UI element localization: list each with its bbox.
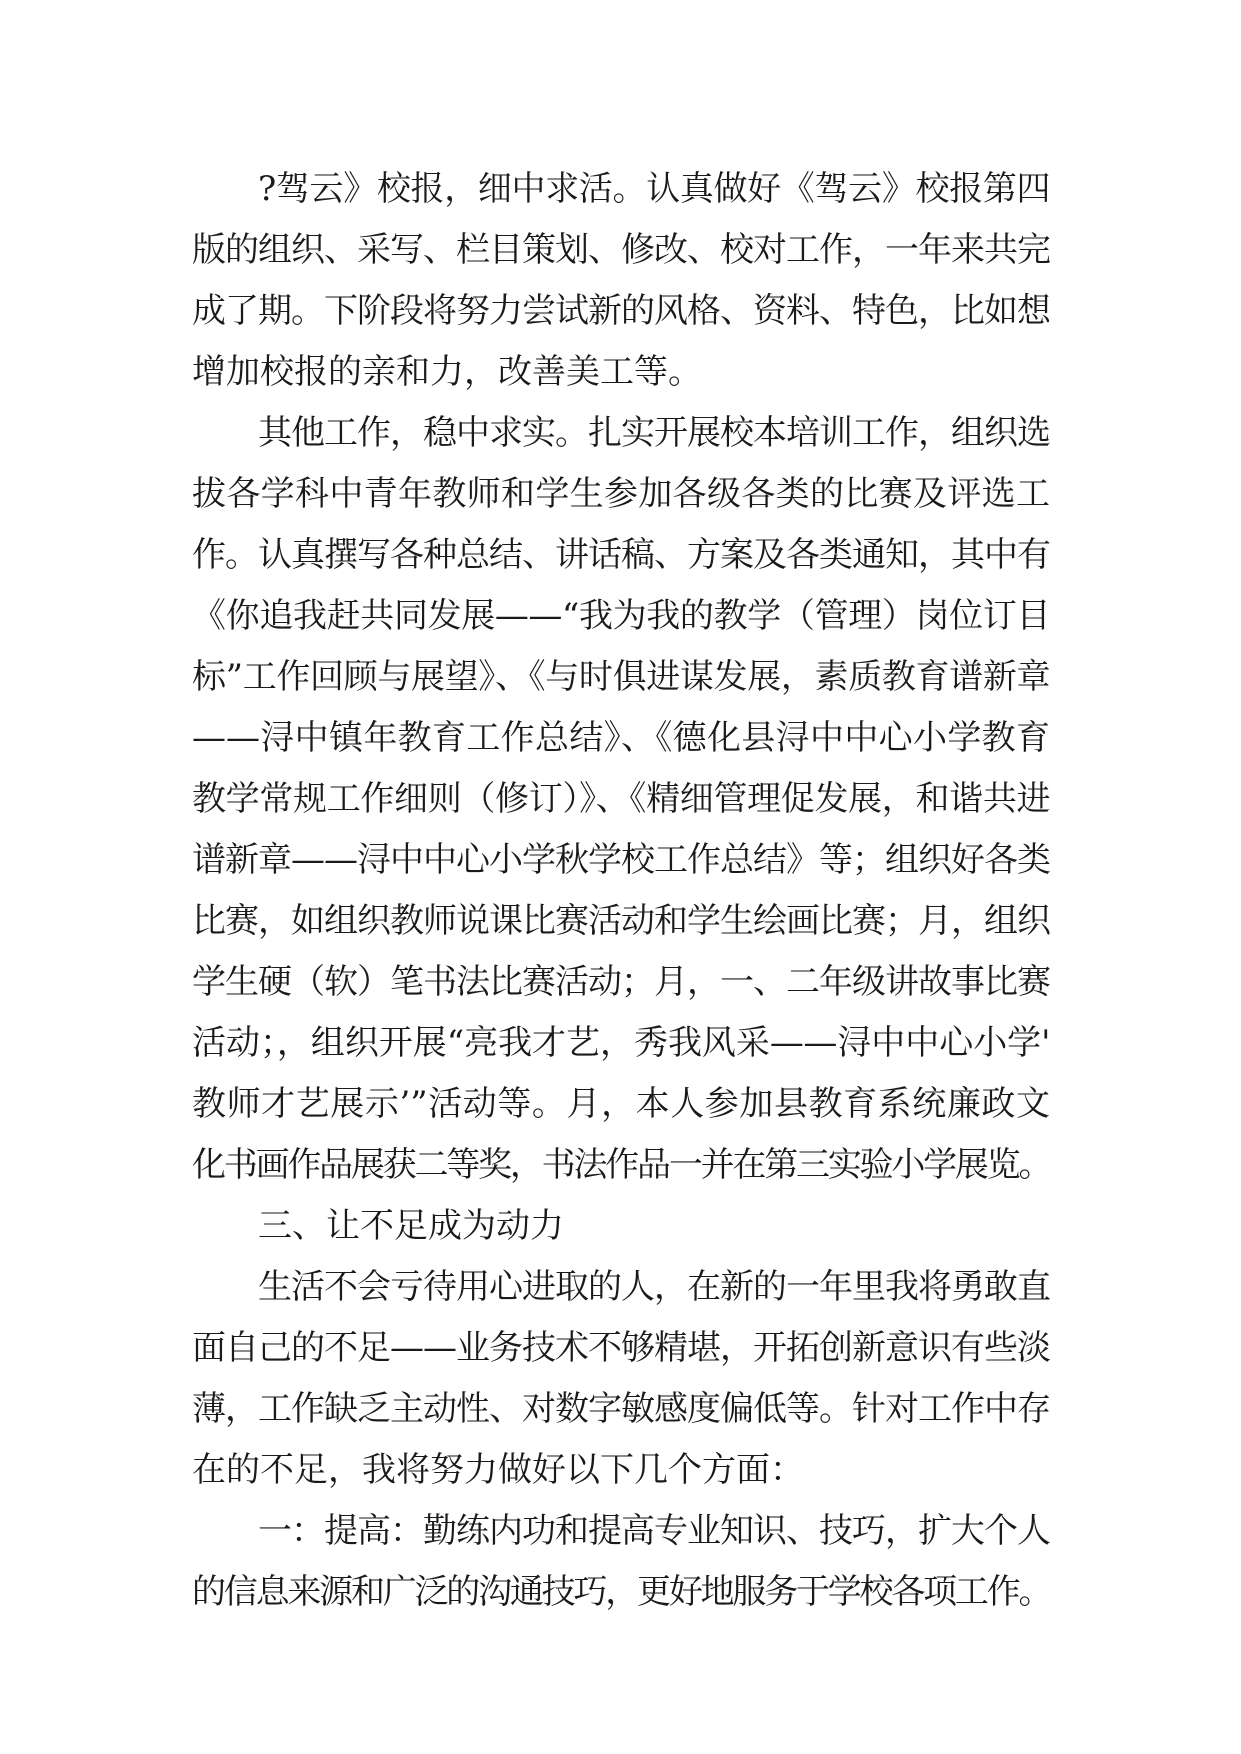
text-line: 面自己的不足——业务技术不够精堪，开拓创新意识有些淡 — [192, 1328, 1050, 1368]
text-line: 在的不足，我将努力做好以下几个方面： — [192, 1450, 804, 1490]
text-line: 作。认真撰写各种总结、讲话稿、方案及各类通知，其中有 — [192, 535, 1050, 575]
text-line: 化书画作品展获二等奖，书法作品一并在第三实验小学展览。 — [192, 1145, 1050, 1185]
text-line: 谱新章——浔中中心小学秋学校工作总结》等；组织好各类 — [192, 840, 1050, 880]
text-line: 薄，工作缺乏主动性、对数字敏感度偏低等。针对工作中存 — [192, 1389, 1050, 1429]
text-line: 版的组织、采写、栏目策划、修改、校对工作，一年来共完 — [192, 230, 1050, 270]
text-line: 标”工作回顾与展望》、《与时俱进谋发展，素质教育谱新章 — [192, 657, 1050, 697]
text-line: 比赛，如组织教师说课比赛活动和学生绘画比赛；月，组织 — [192, 901, 1050, 941]
text-line: 成了期。下阶段将努力尝试新的风格、资料、特色，比如想 — [192, 291, 1050, 331]
text-line: ?驾云》校报，细中求活。认真做好《驾云》校报第四 — [258, 169, 1050, 209]
document-page — [192, 159, 1050, 1623]
text-line: ——浔中镇年教育工作总结》、《德化县浔中中心小学教育 — [192, 718, 1050, 758]
section-heading: 三、让不足成为动力 — [258, 1206, 564, 1246]
text-line: 增加校报的亲和力，改善美工等。 — [192, 352, 702, 392]
text-line: 一：提高：勤练内功和提高专业知识、技巧，扩大个人 — [258, 1511, 1050, 1551]
text-line: 拔各学科中青年教师和学生参加各级各类的比赛及评选工 — [192, 474, 1050, 514]
text-line: 其他工作，稳中求实。扎实开展校本培训工作，组织选 — [258, 413, 1050, 453]
text-line: 活动；，组织开展“亮我才艺，秀我风采——浔中中心小学' — [192, 1023, 1050, 1063]
text-line: 学生硬（软）笔书法比赛活动；月，一、二年级讲故事比赛 — [192, 962, 1050, 1002]
text-line: 《你追我赶共同发展——“我为我的教学（管理）岗位订目 — [192, 596, 1050, 636]
text-line: 生活不会亏待用心进取的人，在新的一年里我将勇敢直 — [258, 1267, 1050, 1307]
text-line: 教学常规工作细则（修订）》、《精细管理促发展，和谐共进 — [192, 779, 1050, 819]
text-line: 的信息来源和广泛的沟通技巧，更好地服务于学校各项工作。 — [192, 1572, 1050, 1612]
text-line: 教师才艺展示’”活动等。月，本人参加县教育系统廉政文 — [192, 1084, 1050, 1124]
